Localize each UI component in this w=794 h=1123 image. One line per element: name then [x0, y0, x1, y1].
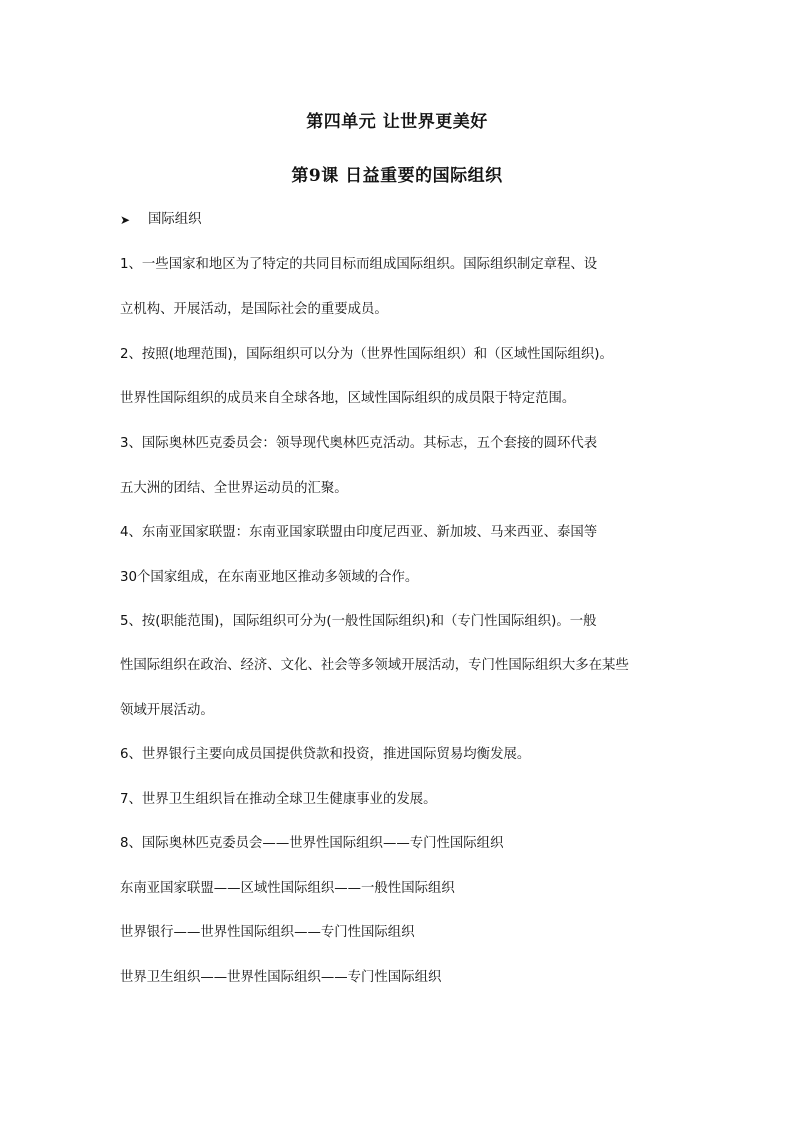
paragraph-line: 立机构、开展活动，是国际社会的重要成员。 [120, 302, 388, 317]
paragraph-line: 2、按照(地理范围)，国际组织可以分为（世界性国际组织）和（区域性国际组织)。 [120, 347, 613, 362]
lesson-title: 第9课 日益重要的国际组织 [291, 166, 503, 186]
section-heading: 国际组织 [148, 212, 202, 227]
paragraph-line: 3、国际奥林匹克委员会：领导现代奥林匹克活动。其标志，五个套接的圆环代表 [120, 436, 598, 451]
paragraph-line: 性国际组织在政治、经济、文化、社会等多领域开展活动，专门性国际组织大多在某些 [120, 658, 629, 673]
paragraph-line: 7、世界卫生组织旨在推动全球卫生健康事业的发展。 [120, 792, 437, 807]
paragraph-line: 5、按(职能范围)，国际组织可分为(一般性国际组织)和（专门性国际组织)。一般 [120, 614, 597, 629]
unit-title: 第四单元 让世界更美好 [306, 112, 488, 132]
arrow-bullet-icon: ➤ [120, 213, 131, 227]
paragraph-line: 五大洲的团结、全世界运动员的汇聚。 [120, 481, 348, 496]
paragraph-line: 1、一些国家和地区为了特定的共同目标而组成国际组织。国际组织制定章程、设 [120, 257, 598, 272]
paragraph-line: 世界银行——世界性国际组织——专门性国际组织 [120, 925, 415, 940]
paragraph-line: 4、东南亚国家联盟：东南亚国家联盟由印度尼西亚、新加坡、马来西亚、泰国等 [120, 525, 598, 540]
paragraph-line: 世界性国际组织的成员来自全球各地，区域性国际组织的成员限于特定范围。 [120, 391, 576, 406]
paragraph-line: 30个国家组成，在东南亚地区推动多领域的合作。 [120, 570, 419, 585]
paragraph-line: 东南亚国家联盟——区域性国际组织——一般性国际组织 [120, 881, 455, 896]
paragraph-line: 世界卫生组织——世界性国际组织——专门性国际组织 [120, 970, 442, 985]
paragraph-line: 领域开展活动。 [120, 703, 214, 718]
paragraph-line: 8、国际奥林匹克委员会——世界性国际组织——专门性国际组织 [120, 836, 504, 851]
paragraph-line: 6、世界银行主要向成员国提供贷款和投资，推进国际贸易均衡发展。 [120, 747, 531, 762]
